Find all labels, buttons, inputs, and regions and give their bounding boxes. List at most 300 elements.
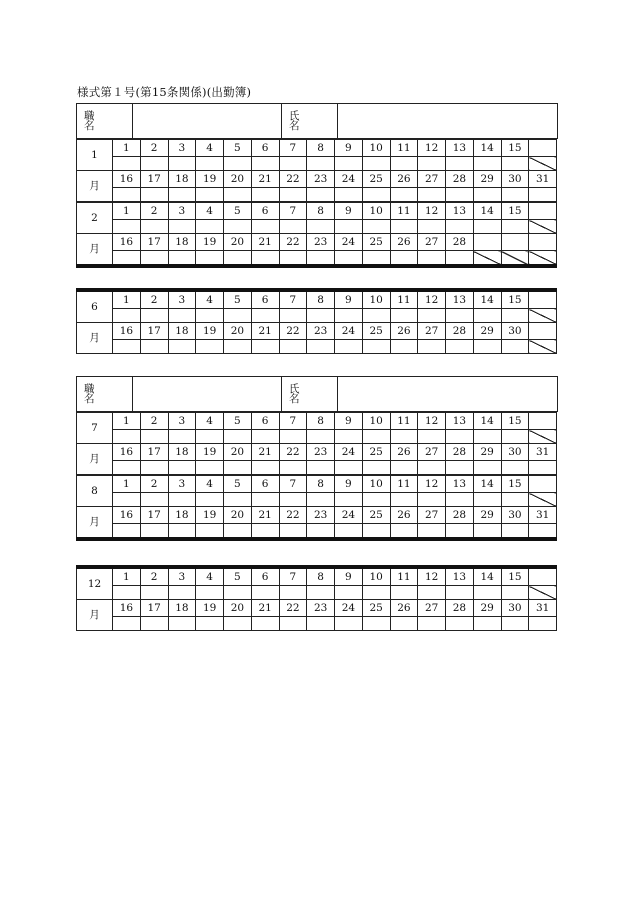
attendance-cell[interactable] bbox=[224, 309, 252, 323]
attendance-cell[interactable] bbox=[140, 220, 168, 234]
day-empty bbox=[473, 234, 501, 251]
attendance-cell[interactable] bbox=[251, 524, 279, 540]
day-label: 27 bbox=[418, 600, 446, 617]
attendance-cell[interactable] bbox=[335, 188, 363, 202]
slashed-cell bbox=[473, 251, 501, 267]
attendance-cell[interactable] bbox=[168, 617, 196, 631]
day-label: 30 bbox=[501, 171, 529, 188]
attendance-cell[interactable] bbox=[196, 430, 224, 444]
attendance-cell[interactable] bbox=[307, 493, 335, 507]
attendance-cell[interactable] bbox=[501, 220, 529, 234]
attendance-cell[interactable] bbox=[196, 188, 224, 202]
attendance-cell[interactable] bbox=[418, 461, 446, 475]
day-label: 28 bbox=[446, 234, 474, 251]
day-label: 28 bbox=[446, 323, 474, 340]
attendance-cell[interactable] bbox=[390, 461, 418, 475]
attendance-cell[interactable] bbox=[473, 493, 501, 507]
day-label: 25 bbox=[362, 234, 390, 251]
day-label: 22 bbox=[279, 323, 307, 340]
attendance-cell[interactable] bbox=[529, 188, 557, 202]
attendance-cell[interactable] bbox=[473, 586, 501, 600]
day-label: 7 bbox=[279, 140, 307, 157]
month-table-8 bbox=[76, 475, 557, 541]
attendance-cell[interactable] bbox=[140, 493, 168, 507]
day-label: 16 bbox=[113, 234, 141, 251]
attendance-cell[interactable] bbox=[279, 157, 307, 171]
attendance-cell[interactable] bbox=[362, 220, 390, 234]
attendance-cell[interactable] bbox=[418, 524, 446, 540]
attendance-cell[interactable] bbox=[390, 251, 418, 267]
attendance-cell[interactable] bbox=[251, 493, 279, 507]
day-label: 11 bbox=[390, 140, 418, 157]
day-label: 15 bbox=[501, 203, 529, 220]
attendance-cell[interactable] bbox=[279, 586, 307, 600]
attendance-cell[interactable] bbox=[168, 586, 196, 600]
attendance-cell[interactable] bbox=[279, 430, 307, 444]
day-label: 22 bbox=[279, 234, 307, 251]
month-suffix: 月 bbox=[77, 234, 113, 267]
attendance-cell[interactable] bbox=[418, 493, 446, 507]
day-label: 22 bbox=[279, 507, 307, 524]
attendance-cell[interactable] bbox=[168, 188, 196, 202]
attendance-cell[interactable] bbox=[307, 157, 335, 171]
attendance-cell[interactable] bbox=[418, 220, 446, 234]
attendance-cell[interactable] bbox=[362, 493, 390, 507]
month-suffix: 月 bbox=[77, 507, 113, 540]
attendance-cell[interactable] bbox=[501, 157, 529, 171]
attendance-cell[interactable] bbox=[279, 188, 307, 202]
attendance-cell[interactable] bbox=[140, 340, 168, 354]
day-label: 27 bbox=[418, 234, 446, 251]
day-label: 23 bbox=[307, 444, 335, 461]
attendance-cell[interactable] bbox=[501, 309, 529, 323]
attendance-cell[interactable] bbox=[446, 157, 474, 171]
day-label: 11 bbox=[390, 203, 418, 220]
day-label: 13 bbox=[446, 290, 474, 309]
day-label: 5 bbox=[224, 140, 252, 157]
section-jan-feb bbox=[76, 103, 557, 268]
day-label: 3 bbox=[168, 413, 196, 430]
day-label: 5 bbox=[224, 203, 252, 220]
day-label: 26 bbox=[390, 507, 418, 524]
attendance-cell[interactable] bbox=[390, 430, 418, 444]
day-label: 22 bbox=[279, 171, 307, 188]
day-label: 17 bbox=[140, 600, 168, 617]
attendance-cell[interactable] bbox=[529, 617, 557, 631]
attendance-cell[interactable] bbox=[196, 617, 224, 631]
attendance-cell[interactable] bbox=[335, 493, 363, 507]
day-label: 28 bbox=[446, 600, 474, 617]
attendance-cell[interactable] bbox=[362, 461, 390, 475]
attendance-cell[interactable] bbox=[446, 430, 474, 444]
day-label: 4 bbox=[196, 413, 224, 430]
attendance-cell[interactable] bbox=[279, 617, 307, 631]
attendance-cell[interactable] bbox=[279, 340, 307, 354]
attendance-cell[interactable] bbox=[113, 340, 141, 354]
attendance-cell[interactable] bbox=[168, 493, 196, 507]
attendance-cell[interactable] bbox=[501, 493, 529, 507]
attendance-cell[interactable] bbox=[224, 617, 252, 631]
day-label: 26 bbox=[390, 600, 418, 617]
day-label: 23 bbox=[307, 171, 335, 188]
day-label: 20 bbox=[224, 171, 252, 188]
day-label: 12 bbox=[418, 567, 446, 586]
attendance-cell[interactable] bbox=[390, 340, 418, 354]
attendance-cell[interactable] bbox=[501, 430, 529, 444]
day-label: 25 bbox=[362, 323, 390, 340]
day-label: 21 bbox=[251, 234, 279, 251]
attendance-cell[interactable] bbox=[446, 251, 474, 267]
day-label: 12 bbox=[418, 290, 446, 309]
day-label: 7 bbox=[279, 203, 307, 220]
attendance-cell[interactable] bbox=[196, 157, 224, 171]
attendance-cell[interactable] bbox=[196, 461, 224, 475]
attendance-cell[interactable] bbox=[196, 586, 224, 600]
attendance-cell[interactable] bbox=[362, 617, 390, 631]
day-label: 16 bbox=[113, 171, 141, 188]
attendance-cell[interactable] bbox=[446, 493, 474, 507]
attendance-cell[interactable] bbox=[446, 220, 474, 234]
attendance-cell[interactable] bbox=[140, 617, 168, 631]
day-label: 19 bbox=[196, 234, 224, 251]
day-label: 12 bbox=[418, 413, 446, 430]
attendance-cell[interactable] bbox=[279, 309, 307, 323]
day-label: 11 bbox=[390, 476, 418, 493]
attendance-cell[interactable] bbox=[362, 430, 390, 444]
attendance-cell[interactable] bbox=[224, 430, 252, 444]
attendance-cell[interactable] bbox=[224, 251, 252, 267]
attendance-cell[interactable] bbox=[168, 340, 196, 354]
attendance-cell[interactable] bbox=[446, 309, 474, 323]
attendance-cell[interactable] bbox=[529, 524, 557, 540]
attendance-cell[interactable] bbox=[251, 617, 279, 631]
slashed-cell bbox=[529, 340, 557, 354]
attendance-cell[interactable] bbox=[279, 493, 307, 507]
day-label: 5 bbox=[224, 413, 252, 430]
day-label: 15 bbox=[501, 476, 529, 493]
day-label: 30 bbox=[501, 600, 529, 617]
attendance-cell[interactable] bbox=[362, 340, 390, 354]
attendance-cell[interactable] bbox=[307, 430, 335, 444]
attendance-cell[interactable] bbox=[335, 220, 363, 234]
attendance-cell[interactable] bbox=[473, 309, 501, 323]
attendance-cell[interactable] bbox=[307, 188, 335, 202]
attendance-cell[interactable] bbox=[362, 188, 390, 202]
attendance-cell[interactable] bbox=[390, 524, 418, 540]
day-label: 8 bbox=[307, 413, 335, 430]
attendance-cell[interactable] bbox=[335, 461, 363, 475]
slashed-cell bbox=[529, 586, 557, 600]
attendance-cell[interactable] bbox=[362, 309, 390, 323]
month-number: 1 bbox=[77, 140, 113, 171]
section-jul-aug bbox=[76, 376, 557, 541]
day-label: 13 bbox=[446, 140, 474, 157]
attendance-cell[interactable] bbox=[473, 617, 501, 631]
day-label: 28 bbox=[446, 507, 474, 524]
attendance-cell[interactable] bbox=[251, 309, 279, 323]
position-field[interactable] bbox=[133, 377, 282, 412]
attendance-cell[interactable] bbox=[335, 430, 363, 444]
attendance-cell[interactable] bbox=[140, 430, 168, 444]
day-label: 25 bbox=[362, 600, 390, 617]
section-dec bbox=[76, 565, 557, 631]
attendance-cell[interactable] bbox=[224, 340, 252, 354]
name-field[interactable] bbox=[338, 377, 558, 412]
attendance-cell[interactable] bbox=[501, 188, 529, 202]
attendance-cell[interactable] bbox=[418, 340, 446, 354]
attendance-cell[interactable] bbox=[168, 220, 196, 234]
attendance-cell[interactable] bbox=[279, 220, 307, 234]
attendance-cell[interactable] bbox=[307, 340, 335, 354]
attendance-cell[interactable] bbox=[251, 340, 279, 354]
attendance-cell[interactable] bbox=[418, 586, 446, 600]
day-label: 19 bbox=[196, 171, 224, 188]
attendance-cell[interactable] bbox=[307, 617, 335, 631]
attendance-cell[interactable] bbox=[335, 586, 363, 600]
day-label: 17 bbox=[140, 507, 168, 524]
day-label: 31 bbox=[529, 600, 557, 617]
attendance-cell[interactable] bbox=[113, 524, 141, 540]
attendance-cell[interactable] bbox=[251, 220, 279, 234]
attendance-cell[interactable] bbox=[418, 617, 446, 631]
position-field[interactable] bbox=[133, 104, 282, 139]
day-label: 2 bbox=[140, 140, 168, 157]
attendance-cell[interactable] bbox=[140, 461, 168, 475]
day-label: 22 bbox=[279, 444, 307, 461]
month-table-6 bbox=[76, 288, 557, 354]
attendance-cell[interactable] bbox=[113, 461, 141, 475]
day-label: 11 bbox=[390, 567, 418, 586]
month-table-12 bbox=[76, 565, 557, 631]
attendance-cell[interactable] bbox=[196, 220, 224, 234]
attendance-cell[interactable] bbox=[501, 524, 529, 540]
day-label: 2 bbox=[140, 567, 168, 586]
attendance-cell[interactable] bbox=[113, 188, 141, 202]
attendance-cell[interactable] bbox=[279, 251, 307, 267]
day-label: 16 bbox=[113, 600, 141, 617]
day-label: 1 bbox=[113, 290, 141, 309]
attendance-cell[interactable] bbox=[446, 524, 474, 540]
attendance-cell[interactable] bbox=[251, 461, 279, 475]
attendance-cell[interactable] bbox=[113, 493, 141, 507]
slashed-cell bbox=[529, 309, 557, 323]
day-label: 17 bbox=[140, 323, 168, 340]
day-label: 18 bbox=[168, 507, 196, 524]
attendance-cell[interactable] bbox=[307, 524, 335, 540]
attendance-cell[interactable] bbox=[446, 617, 474, 631]
day-label: 30 bbox=[501, 323, 529, 340]
attendance-cell[interactable] bbox=[390, 493, 418, 507]
day-label: 2 bbox=[140, 413, 168, 430]
attendance-cell[interactable] bbox=[224, 493, 252, 507]
attendance-cell[interactable] bbox=[113, 157, 141, 171]
day-label: 12 bbox=[418, 476, 446, 493]
day-label: 18 bbox=[168, 444, 196, 461]
day-label: 31 bbox=[529, 171, 557, 188]
attendance-cell[interactable] bbox=[390, 586, 418, 600]
day-label: 24 bbox=[335, 234, 363, 251]
attendance-cell[interactable] bbox=[279, 524, 307, 540]
attendance-cell[interactable] bbox=[501, 586, 529, 600]
day-label: 11 bbox=[390, 413, 418, 430]
attendance-cell[interactable] bbox=[362, 524, 390, 540]
form-title: 様式第１号(第15条関係)(出勤簿) bbox=[77, 85, 252, 99]
attendance-cell[interactable] bbox=[140, 524, 168, 540]
attendance-cell[interactable] bbox=[196, 524, 224, 540]
attendance-cell[interactable] bbox=[113, 586, 141, 600]
attendance-cell[interactable] bbox=[529, 461, 557, 475]
day-label: 11 bbox=[390, 290, 418, 309]
attendance-cell[interactable] bbox=[362, 251, 390, 267]
attendance-cell[interactable] bbox=[473, 188, 501, 202]
day-label: 26 bbox=[390, 234, 418, 251]
attendance-cell[interactable] bbox=[307, 586, 335, 600]
day-label: 21 bbox=[251, 323, 279, 340]
attendance-cell[interactable] bbox=[335, 340, 363, 354]
month-suffix: 月 bbox=[77, 444, 113, 475]
attendance-cell[interactable] bbox=[113, 617, 141, 631]
attendance-cell[interactable] bbox=[473, 461, 501, 475]
attendance-cell[interactable] bbox=[168, 461, 196, 475]
day-label: 4 bbox=[196, 476, 224, 493]
day-label: 24 bbox=[335, 323, 363, 340]
attendance-cell[interactable] bbox=[446, 188, 474, 202]
attendance-cell[interactable] bbox=[224, 157, 252, 171]
day-label: 7 bbox=[279, 567, 307, 586]
attendance-cell[interactable] bbox=[168, 430, 196, 444]
attendance-cell[interactable] bbox=[140, 309, 168, 323]
day-label: 24 bbox=[335, 600, 363, 617]
attendance-cell[interactable] bbox=[140, 157, 168, 171]
attendance-cell[interactable] bbox=[362, 586, 390, 600]
attendance-cell[interactable] bbox=[390, 220, 418, 234]
attendance-cell[interactable] bbox=[168, 309, 196, 323]
day-label: 23 bbox=[307, 323, 335, 340]
attendance-cell[interactable] bbox=[140, 188, 168, 202]
attendance-cell[interactable] bbox=[307, 309, 335, 323]
day-label: 9 bbox=[335, 140, 363, 157]
slashed-cell bbox=[529, 220, 557, 234]
attendance-cell[interactable] bbox=[501, 340, 529, 354]
name-field[interactable] bbox=[338, 104, 558, 139]
day-label: 3 bbox=[168, 290, 196, 309]
attendance-cell[interactable] bbox=[251, 188, 279, 202]
attendance-cell[interactable] bbox=[251, 586, 279, 600]
attendance-cell[interactable] bbox=[335, 617, 363, 631]
attendance-cell[interactable] bbox=[335, 157, 363, 171]
day-label: 6 bbox=[251, 476, 279, 493]
day-label: 3 bbox=[168, 567, 196, 586]
position-label: 職 名 bbox=[77, 377, 133, 412]
attendance-cell[interactable] bbox=[279, 461, 307, 475]
day-label: 24 bbox=[335, 444, 363, 461]
attendance-cell[interactable] bbox=[224, 461, 252, 475]
attendance-cell[interactable] bbox=[251, 251, 279, 267]
month-table-2 bbox=[76, 202, 557, 268]
attendance-cell[interactable] bbox=[140, 586, 168, 600]
attendance-cell[interactable] bbox=[251, 430, 279, 444]
attendance-cell[interactable] bbox=[307, 220, 335, 234]
day-label: 21 bbox=[251, 600, 279, 617]
attendance-cell[interactable] bbox=[113, 220, 141, 234]
day-label: 18 bbox=[168, 600, 196, 617]
attendance-cell[interactable] bbox=[251, 157, 279, 171]
attendance-cell[interactable] bbox=[307, 251, 335, 267]
attendance-cell[interactable] bbox=[335, 309, 363, 323]
day-label: 29 bbox=[473, 444, 501, 461]
day-label: 4 bbox=[196, 203, 224, 220]
attendance-cell[interactable] bbox=[418, 188, 446, 202]
day-empty bbox=[529, 476, 557, 493]
attendance-cell[interactable] bbox=[113, 251, 141, 267]
attendance-cell[interactable] bbox=[168, 524, 196, 540]
attendance-cell[interactable] bbox=[418, 251, 446, 267]
attendance-cell[interactable] bbox=[390, 157, 418, 171]
attendance-cell[interactable] bbox=[446, 461, 474, 475]
day-label: 27 bbox=[418, 323, 446, 340]
day-label: 1 bbox=[113, 140, 141, 157]
attendance-cell[interactable] bbox=[390, 188, 418, 202]
attendance-cell[interactable] bbox=[307, 461, 335, 475]
attendance-cell[interactable] bbox=[335, 251, 363, 267]
month-number: 12 bbox=[77, 567, 113, 600]
attendance-cell[interactable] bbox=[362, 157, 390, 171]
day-label: 30 bbox=[501, 444, 529, 461]
day-label: 15 bbox=[501, 413, 529, 430]
header-table bbox=[76, 103, 558, 139]
name-label: 氏 名 bbox=[282, 104, 338, 139]
attendance-cell[interactable] bbox=[140, 251, 168, 267]
attendance-cell[interactable] bbox=[473, 340, 501, 354]
day-label: 25 bbox=[362, 171, 390, 188]
attendance-cell[interactable] bbox=[501, 461, 529, 475]
attendance-cell[interactable] bbox=[390, 617, 418, 631]
attendance-cell[interactable] bbox=[168, 251, 196, 267]
attendance-cell[interactable] bbox=[473, 430, 501, 444]
attendance-cell[interactable] bbox=[473, 157, 501, 171]
attendance-cell[interactable] bbox=[473, 220, 501, 234]
attendance-cell[interactable] bbox=[224, 220, 252, 234]
day-label: 16 bbox=[113, 323, 141, 340]
attendance-cell[interactable] bbox=[224, 524, 252, 540]
attendance-cell[interactable] bbox=[473, 524, 501, 540]
day-label: 8 bbox=[307, 567, 335, 586]
attendance-cell[interactable] bbox=[335, 524, 363, 540]
day-label: 6 bbox=[251, 203, 279, 220]
month-number: 7 bbox=[77, 413, 113, 444]
attendance-cell[interactable] bbox=[196, 251, 224, 267]
attendance-cell[interactable] bbox=[390, 309, 418, 323]
attendance-cell[interactable] bbox=[224, 188, 252, 202]
attendance-cell[interactable] bbox=[446, 586, 474, 600]
attendance-cell[interactable] bbox=[418, 309, 446, 323]
attendance-cell[interactable] bbox=[113, 309, 141, 323]
attendance-cell[interactable] bbox=[196, 340, 224, 354]
day-label: 14 bbox=[473, 567, 501, 586]
attendance-cell[interactable] bbox=[196, 309, 224, 323]
day-empty bbox=[529, 234, 557, 251]
attendance-cell[interactable] bbox=[224, 586, 252, 600]
attendance-cell[interactable] bbox=[501, 617, 529, 631]
attendance-cell[interactable] bbox=[113, 430, 141, 444]
attendance-cell[interactable] bbox=[168, 157, 196, 171]
attendance-cell[interactable] bbox=[196, 493, 224, 507]
day-label: 21 bbox=[251, 171, 279, 188]
day-label: 10 bbox=[362, 290, 390, 309]
attendance-cell[interactable] bbox=[446, 340, 474, 354]
attendance-cell[interactable] bbox=[418, 157, 446, 171]
attendance-cell[interactable] bbox=[418, 430, 446, 444]
